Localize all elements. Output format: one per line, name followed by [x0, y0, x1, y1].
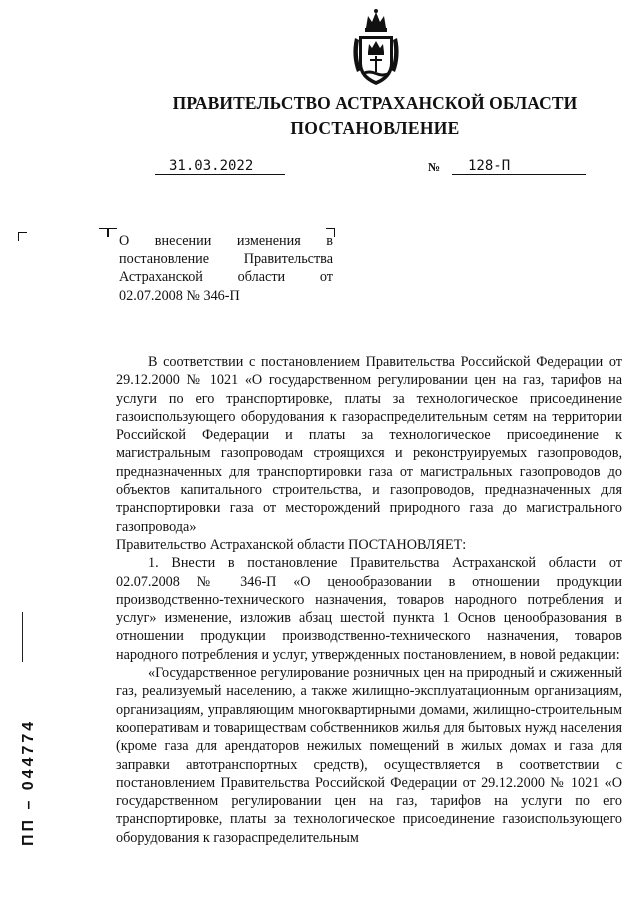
document-subject: О внесении изменения в постановление Правительства Астраханской области от 02.07.2008 № 346-П — [119, 233, 333, 304]
left-margin-corner-mark — [18, 232, 27, 241]
number-sign: № — [428, 160, 441, 174]
resolves-paragraph: Правительство Астраханской области ПОСТАНОВЛЯЕТ: — [116, 536, 467, 553]
preamble-paragraph: В соответствии с постановлением Правительства Российской Федерации от 29.12.2000 № 1021 «О государственном регулировании цен на газ, тарифов на услуги по его транспортировке, платы за технологическое присоединение газоиспользующего оборудования к газораспределительным сетям на территории Российской Федерации и платы за технологическое присоединение к магистральным газопроводам строящихся и реконструируемых газопроводов, предназначенных для транспортировки газа от магистральных газопроводов до объектов капитального строительства, и газопроводов, предназначенных для транспортировки газа от месторождений природного газа до магистрального газопровода» — [116, 354, 622, 535]
quoted-paragraph: «Государственное регулирование розничных цен на природный и сжиженный газ, реализуемый населению, а также жилищно-эксплуатационным организациям, организациям, управляющим многоквартирными домами, жилищно-строительным кооперативам и товариществам собственников жилья для бытовых нужд населения (кроме газа для арендаторов нежилых помещений в жилых домах и газа для заправки автотранспортных средств), осуществляется в соответствии с постановлением Правительства Российской Федерации от 29.12.2000 № 1021 «О государственном регулировании цен на газ, тарифов на услуги по его транспортировке, платы за технологическое присоединение газоиспользующего оборудования к газораспределительным — [116, 665, 622, 846]
document-body — [116, 353, 622, 847]
document-type: ПОСТАНОВЛЕНИЕ — [290, 118, 460, 138]
coat-of-arms-icon — [349, 8, 403, 88]
document-number: 128-П — [452, 157, 586, 175]
left-margin-line — [22, 612, 23, 662]
document-date: 31.03.2022 — [155, 157, 285, 175]
item-1-paragraph: 1. Внести в постановление Правительства Астраханской области от 02.07.2008 № 346-П «О ценообразовании в отношении продукции производственно-технического назначения, товаров народного потребления и услуг» изменение, изложив абзац шестой пункта 1 Основ ценообразования в отношении продукции производственно-технического назначения, товаров народного потребления и услуг, утвержденных постановлением, в новой редакции: — [116, 555, 622, 663]
subject-bracket-top-left — [108, 228, 117, 237]
subject-bracket-left-pair — [99, 228, 108, 237]
form-serial-number: ПП – 044774 — [20, 718, 37, 846]
government-title: ПРАВИТЕЛЬСТВО АСТРАХАНСКОЙ ОБЛАСТИ — [172, 93, 578, 113]
